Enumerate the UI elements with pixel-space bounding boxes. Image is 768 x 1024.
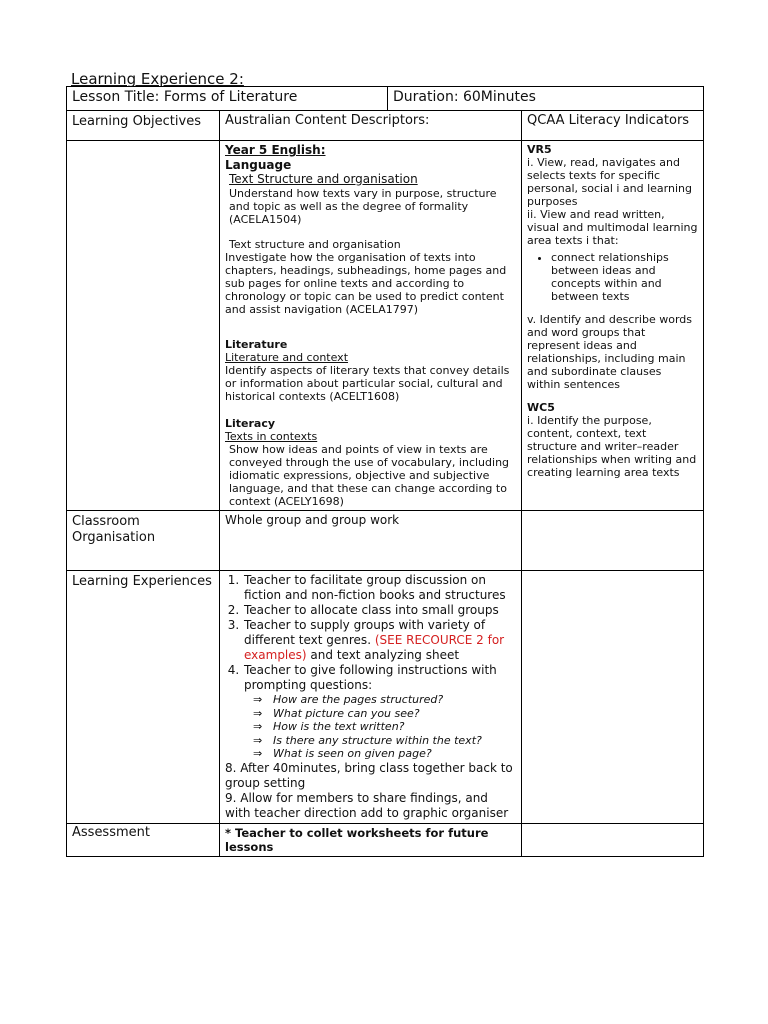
lesson-duration: Duration: 60Minutes: [388, 87, 704, 111]
assessment-empty-cell: [522, 823, 704, 856]
document-title: Learning Experience 2:: [71, 70, 244, 88]
assessment-value: * Teacher to collet worksheets for future lessons: [220, 823, 522, 856]
resource-reference: (SEE RECOURCE 2 for examples): [244, 633, 505, 662]
learning-objectives-label: Learning Objectives: [67, 111, 220, 141]
literacy-heading: Literacy: [225, 417, 276, 430]
indicator-item-v: v. Identify and describe words and word groups that represent ideas and relationships, including main and subordinate clauses within sentences: [527, 313, 692, 391]
language-item-2-title: Text structure and organisation: [229, 238, 401, 251]
vr5-heading: VR5: [527, 143, 552, 156]
prompting-questions: [225, 693, 516, 761]
lesson-title: Lesson Title: Forms of Literature: [67, 87, 388, 111]
wc5-heading: WC5: [527, 401, 555, 414]
question-item: ⇒ What picture can you see?: [253, 707, 516, 721]
step-2: 2. Teacher to allocate class into small groups: [243, 603, 516, 618]
header-row: [67, 111, 704, 141]
indicators-header: QCAA Literacy Indicators: [522, 111, 704, 141]
objectives-content-row: [67, 141, 704, 511]
lesson-plan-table: [66, 86, 704, 857]
language-item-1-body: Understand how texts vary in purpose, structure and topic as well as the degree of formality (ACELA1504): [229, 187, 497, 226]
indicators-cell: [522, 141, 704, 511]
literacy-title: Texts in contexts: [225, 430, 318, 443]
language-item-1-title: Text Structure and organisation: [229, 172, 418, 186]
literacy-body: Show how ideas and points of view in texts are conveyed through the use of vocabulary, including idiomatic expressions, objective and subjective language, and that these can change according to context (ACELY1698): [229, 443, 510, 508]
question-item: ⇒ How is the text written?: [253, 720, 516, 734]
assessment-row: [67, 823, 704, 856]
objectives-empty-cell: [67, 141, 220, 511]
classroom-organisation-value: Whole group and group work: [220, 511, 522, 571]
learning-experiences-label: Learning Experiences: [67, 571, 220, 824]
literature-title: Literature and context: [225, 351, 349, 364]
step-4: 4. Teacher to give following instructions with prompting questions:: [243, 663, 516, 693]
classroom-row: [67, 511, 704, 571]
vr5-item-i: i. View, read, navigates and selects texts for specific personal, social i and learning purposes: [527, 156, 692, 208]
year-heading: Year 5 English:: [225, 143, 326, 157]
vr5-bullet: • connect relationships between ideas and concepts within and between texts: [551, 251, 698, 303]
experiences-row: [67, 571, 704, 824]
language-heading: Language: [225, 158, 292, 172]
step-3: [243, 618, 516, 663]
descriptors-header: Australian Content Descriptors:: [220, 111, 522, 141]
vr5-item-ii: ii. View and read written, visual and multimodal learning area texts i that:: [527, 208, 698, 247]
question-item: ⇒ What is seen on given page?: [253, 747, 516, 761]
vr5-bullet-list: [527, 251, 698, 303]
question-item: ⇒ Is there any structure within the text?: [253, 734, 516, 748]
step-9: 9. Allow for members to share findings, and with teacher direction add to graphic organiser: [225, 790, 509, 820]
literature-heading: Literature: [225, 338, 288, 351]
step-8: 8. After 40minutes, bring class together back to group setting: [225, 760, 513, 790]
experience-steps: [225, 573, 516, 693]
step-1: 1. Teacher to facilitate group discussion on fiction and non-fiction books and structures: [243, 573, 516, 603]
step-3-text-end: and text analyzing sheet: [310, 648, 460, 662]
experiences-empty-cell: [522, 571, 704, 824]
question-item: ⇒ How are the pages structured?: [253, 693, 516, 707]
language-item-2-body: Investigate how the organisation of texts into chapters, headings, subheadings, home pages and sub pages for online texts and according to chronology or topic can be used to predict content and assist navigation (ACELA1797): [225, 251, 507, 316]
classroom-empty-cell: [522, 511, 704, 571]
assessment-label: Assessment: [67, 823, 220, 856]
title-row: [67, 87, 704, 111]
experiences-cell: [220, 571, 522, 824]
literature-body: Identify aspects of literary texts that convey details or information about particular social, cultural and historical contexts (ACELT1608): [225, 364, 510, 403]
descriptors-cell: [220, 141, 522, 511]
step-3-text: Teacher to supply groups with variety of different text genres.: [244, 618, 486, 647]
wc5-item-i: i. Identify the purpose, content, context, text structure and writer–reader relationships when writing and creating learning area texts: [527, 414, 697, 479]
classroom-organisation-label: Classroom Organisation: [67, 511, 220, 571]
